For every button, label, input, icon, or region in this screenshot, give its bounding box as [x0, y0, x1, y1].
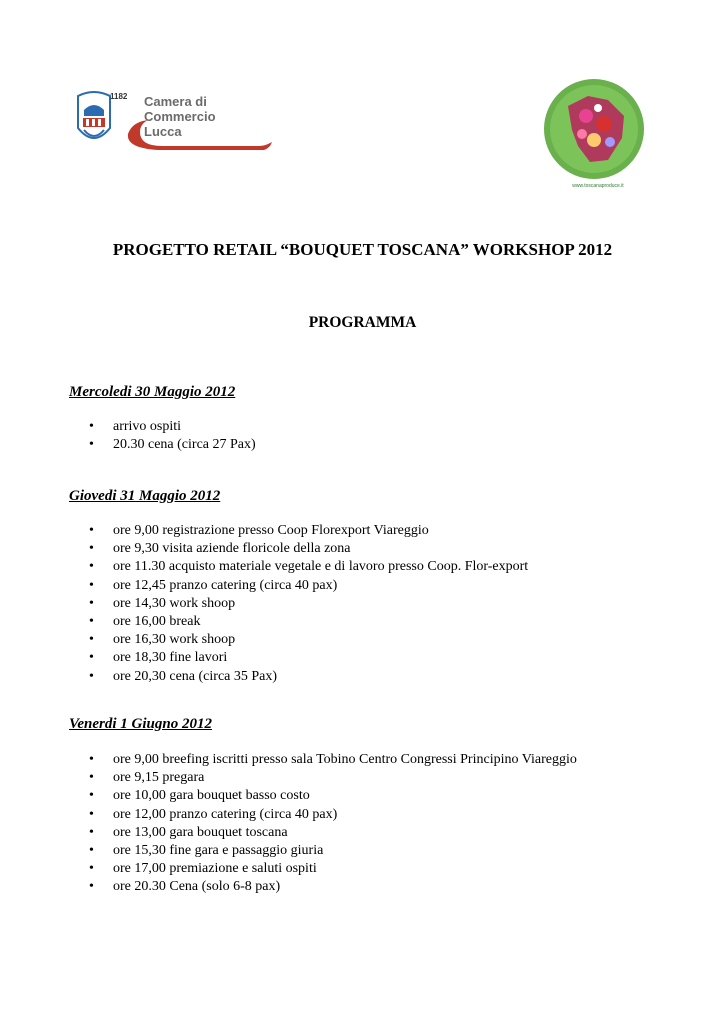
logo-name-line1: Camera di Commercio: [144, 94, 216, 124]
list-item: • ore 9,30 visita aziende floricole della zona: [0, 540, 528, 558]
list-item: • ore 9,00 registrazione presso Coop Florexport Viareggio: [0, 522, 528, 540]
day-3-list: [0, 751, 577, 897]
list-item: • ore 15,30 fine gara e passaggio giuria: [0, 842, 577, 860]
list-item: • ore 9,00 breefing iscritti presso sala Tobino Centro Congressi Principino Viareggio: [0, 751, 577, 769]
day-2-list: [0, 522, 528, 686]
crest-icon: [74, 88, 114, 154]
list-item: • ore 10,00 gara bouquet basso costo: [0, 787, 577, 805]
logo-name-line2: Lucca: [144, 124, 182, 139]
day-heading-2: Giovedi 31 Maggio 2012: [69, 488, 221, 504]
logo-year: 1182: [110, 92, 128, 101]
list-item: • ore 16,00 break: [0, 613, 528, 631]
day-heading-3: Venerdi 1 Giugno 2012: [69, 716, 212, 732]
logo-url: www.toscanaproduce.it: [572, 183, 624, 189]
list-item: • ore 11.30 acquisto materiale vegetale e di lavoro presso Coop. Flor-export: [0, 558, 528, 576]
list-item: • ore 18,30 fine lavori: [0, 649, 528, 667]
list-item: • ore 20.30 Cena (solo 6-8 pax): [0, 878, 577, 896]
toscana-map-icon: [538, 76, 650, 186]
document-title: PROGETTO RETAIL “BOUQUET TOSCANA” WORKSHOP 2012: [112, 240, 613, 259]
list-item: • ore 12,00 pranzo catering (circa 40 pax): [0, 806, 577, 824]
toscana-produce-logo: [538, 76, 650, 194]
list-item: • ore 16,30 work shoop: [0, 631, 528, 649]
day-heading-1: Mercoledi 30 Maggio 2012: [69, 384, 236, 400]
list-item: • ore 17,00 premiazione e saluti ospiti: [0, 860, 577, 878]
day-1-list: [0, 418, 256, 454]
list-item: • ore 14,30 work shoop: [0, 595, 528, 613]
list-item: • ore 20,30 cena (circa 35 Pax): [0, 668, 528, 686]
list-item: • ore 9,15 pregara: [0, 769, 577, 787]
camera-commercio-logo: [74, 88, 274, 154]
list-item: • ore 13,00 gara bouquet toscana: [0, 824, 577, 842]
list-item: • arrivo ospiti: [0, 418, 256, 436]
list-item: • 20.30 cena (circa 27 Pax): [0, 436, 256, 454]
list-item: • ore 12,45 pranzo catering (circa 40 pax): [0, 577, 528, 595]
logo-swoosh: [118, 112, 278, 152]
document-subtitle: PROGRAMMA: [308, 314, 417, 331]
